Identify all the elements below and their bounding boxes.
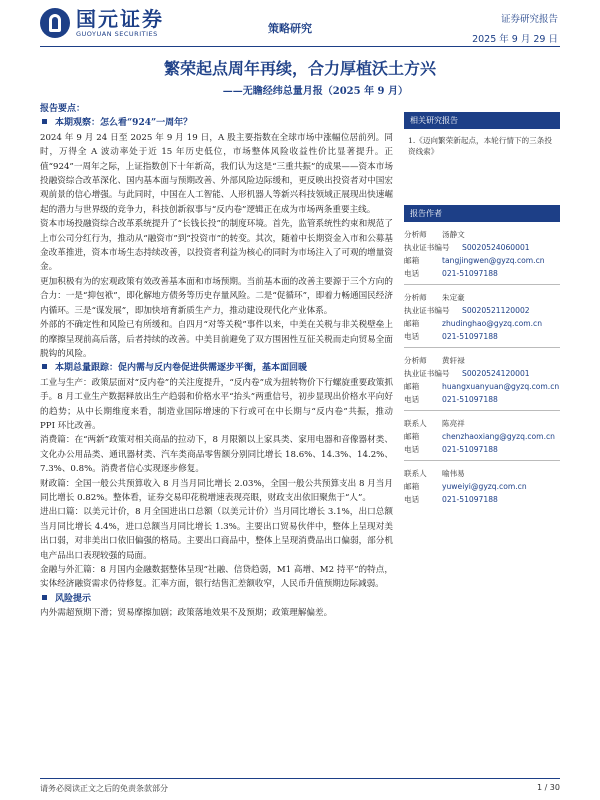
logo-cn: 国元证券 [76,7,164,31]
author-card: 分析师 汤静文 执业证书编号 S0020524060001 邮箱 tangjingwen@gyzq.com.cn 电话 021-51097188 [404,230,545,278]
contact-email[interactable]: yuweiyi@gyzq.com.cn [442,482,527,491]
cert-number: S0020524120001 [462,369,530,378]
contact-phone: 021-51097188 [442,445,498,454]
paragraph: 消费篇：在“两新”政策对相关商品的拉动下，8 月限额以上家具类、家用电器和音像器材类、文化办公用品类、通讯器材类、汽车类商品零售额分别同比增长 18.6%、14.3%、14.2%、7.3%、0.8%。消费者信心实现逐步修复。 [40,435,393,475]
paragraph: 外部的不确定性和风险已有所缓和。自四月“对等关税”事件以来，中美在关税与非关税壁垒上的摩擦呈现前高后落，后者持续的改善。中美目前避免了双方围困性互征关税而走向贸易全面脱钩的风险。 [40,320,393,359]
report-header [0,0,600,48]
related-research-title: 相关研究报告 [404,112,560,129]
author-email[interactable]: huangxuanyuan@gyzq.com.cn [442,382,560,391]
report-type: 策略研究 [268,22,312,35]
disclaimer-note: 请务必阅读正文之后的免责条款部分 [40,784,168,793]
contact-phone: 021-51097188 [442,495,498,504]
contact-email[interactable]: chenzhaoxiang@gyzq.com.cn [442,432,555,441]
author-card: 分析师 朱定豪 执业证书编号 S0020521120002 邮箱 zhudinghao@gyzq.com.cn 电话 021-51097188 [404,293,543,341]
author-phone: 021-51097188 [442,332,498,341]
company-logo [40,8,164,38]
logo-icon [40,8,70,38]
authors-title: 报告作者 [404,205,560,222]
author-email[interactable]: tangjingwen@gyzq.com.cn [442,256,545,265]
paragraph: 金融与外汇篇：8 月国内金融数据整体呈现“社融、信贷趋弱，M1 高增、M2 持平”的特点，实体经济融资需求仍待修复。汇率方面，银行结售汇差额收窄，人民币升值预期边际减弱。 [40,565,393,590]
paragraph: 内外需超预期下滑；贸易摩擦加剧；政策落地效果不及预期；政策理解偏差。 [40,608,333,619]
author-name: 汤静文 [442,230,465,239]
paragraph: 进出口篇：以美元计价，8 月全国进出口总额（以美元计价）当月同比增长 3.1%，出口总额当月同比增长 4.4%，进口总额当月同比增长 1.3%。主要出口贸易伙伴中，整体上呈现对美出口弱，对非美出口依旧偏强的格局。主要出口商品中，整体上呈现消费品出口偏弱，部分机电产品出口表现较强的局面。 [40,507,393,561]
paragraph: 工业与生产：政策层面对“反内卷”的关注度提升，“反内卷”成为扭转物价下行螺旋重要政策抓手。8 月工业生产数据释放出生产趋弱和价格水平“抬头”两重信号，初步显现出价格水平向好的趋势；从中长期维度来看，制造业国际增速的下行或可在中长期与“反内卷”共振，推动 PPI 环比改善。 [40,377,393,431]
divider [404,460,560,461]
contact-name: 喻伟易 [442,469,465,478]
header-divider [40,46,560,47]
author-phone: 021-51097188 [442,269,498,278]
paragraph: 更加积极有为的宏观政策有效改善基本面和市场预期。当前基本面的改善主要源于三个方向的合力：一是“抑包袱”，即化解地方债务等历史存量风险。二是“促循环”，即着力畅通国民经济内循环。三是“谋发展”，即加快培育新质生产力，推动建设现代化产业体系。 [40,276,393,316]
page-number: 1 / 30 [536,783,560,792]
author-name: 黄轩禄 [442,356,465,365]
section-tracking-heading: 本期总量跟踪：促内需与反内卷促进供需逐步平衡，基本面回暖 [40,361,393,375]
square-bullet-icon [42,364,47,369]
divider [404,284,560,285]
paragraph: 财政篇：全国一般公共预算收入 8 月当月同比增长 2.03%，全国一般公共预算支出 8 月当月同比增长 0.82%。整体看，证券交易印花税增速表现亮眼，财政支出依旧聚焦于“人”。 [40,478,393,503]
square-bullet-icon [42,119,47,124]
author-phone: 021-51097188 [442,395,498,404]
author-card: 分析师 黄轩禄 执业证书编号 S0020524120001 邮箱 huangxuanyuan@gyzq.com.cn 电话 021-51097188 [404,356,560,404]
author-name: 朱定豪 [442,293,465,302]
contact-name: 陈亮祥 [442,419,465,428]
contact-card: 联系人 陈亮祥 邮箱 chenzhaoxiang@gyzq.com.cn 电话 021-51097188 [404,419,555,454]
author-email[interactable]: zhudinghao@gyzq.com.cn [442,319,543,328]
related-research-item[interactable]: 1.《迈向繁荣新起点，本轮行情下的三条投资线索》 [408,136,552,156]
report-title: 繁荣起点周年再续，合力厚植沃土方兴 [163,59,436,78]
report-subtitle: ——无瞻经纬总量月报（2025 年 9 月） [222,86,408,97]
report-date: 2025 年 9 月 29 日 [472,34,558,45]
contact-card: 联系人 喻伟易 邮箱 yuweiyi@gyzq.com.cn 电话 021-51097188 [404,469,527,504]
paragraph: 资本市场投融资综合改革系统提升了“长钱长投”的制度环境。首先，监管系统性约束和规范了上市公司分红行为，推动从“融资市”到“投资市”的转变。其次，随着中长期资金入市和公募基金改革推进，资本市场生态持续改善，以投资者利益为核心的同时为市场注入了可观的增量资金。 [40,219,393,273]
divider [404,410,560,411]
section-observation-heading: 本期观察：怎么看“924”一周年？ [40,116,393,130]
main-column [40,102,393,621]
sidebar [404,112,560,506]
report-category: 证券研究报告 [500,14,558,25]
logo-en: GUOYUAN SECURITIES [76,30,158,38]
paragraph: 2024 年 9 月 24 日至 2025 年 9 月 19 日，A 股主要指数在全球市场中涨幅位居前列。同时，万得全 A 波动率处于近 15 年历史低位，市场整体风险收益性价比显著提升。正值“924”一周年之际，上证指数创下十年新高，我们认为这是“三重共振”的成果——资本市场投融资综合改革深化、国内基本面与预期改善、外部风险边际缓和，更反映出投资者对中国宏观前景的信心增强。与此同时，中国在人工智能、人形机器人等新兴科技领域正展现出快速崛起的潜力与世界级的竞争力，科技创新叙事与“反内卷”逻辑正在成为市场两条重要主线。 [40,132,393,215]
page-footer [40,778,560,794]
divider [404,347,560,348]
cert-number: S0020521120002 [462,306,530,315]
square-bullet-icon [42,595,47,600]
section-risk-heading: 风险提示 [40,592,393,606]
key-points-heading: 报告要点： [40,104,86,114]
cert-number: S0020524060001 [462,243,530,252]
